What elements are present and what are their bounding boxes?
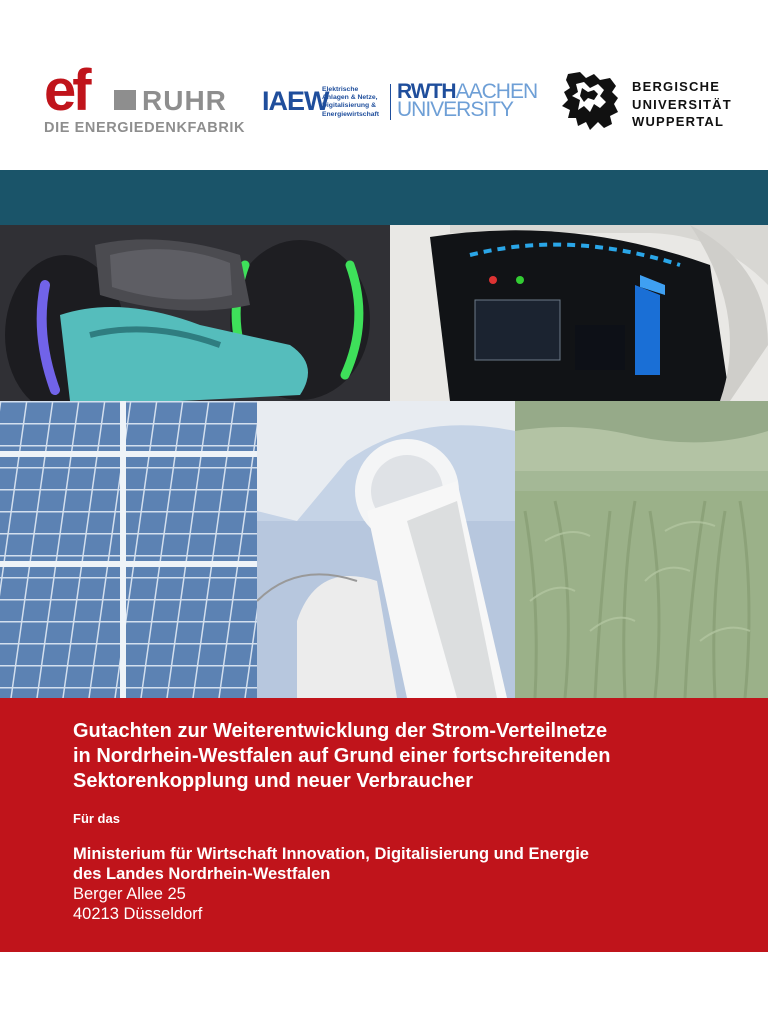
photo-corn-field [515,401,768,698]
ef-mark: ef [44,58,88,123]
iaew-description-line: Energiewirtschaft [322,110,380,118]
iaew-mark: IAEW [262,86,329,116]
aachen-text: AACHEN [455,80,538,103]
ministry-name: Ministerium für Wirtschaft Innovation, Digitalisierung und Energie des Landes Nordrhein-Westfalen [73,845,589,883]
address-street: Berger Allee 25 [73,885,186,903]
iaew-description-line: Elektrische [322,86,359,93]
address-city: 40213 Düsseldorf [73,905,203,923]
buw-name-line: BERGISCHE [632,79,721,94]
ef-ruhr-logo [44,58,246,142]
university-text: UNIVERSITY [397,98,514,121]
buw-logo [560,70,740,140]
photo-ev-charging-plug [0,225,390,401]
buw-name [632,78,732,131]
ef-tagline: DIE ENERGIEDENKFABRIK [44,120,246,136]
photo-solar-panel [0,401,257,698]
title-block [0,698,768,952]
iaew-rwth-logo [262,80,538,124]
logo-divider [390,84,391,120]
ef-ruhr-name: RUHR [142,85,227,116]
iaew-description [322,86,387,119]
iaew-description-line: Anlagen & Netze, [322,94,378,102]
buw-name-line: UNIVERSITÄT [632,96,732,112]
photo-wind-turbine [257,401,515,698]
lion-crest-icon [560,70,622,132]
rwth-text: RWTH [397,80,456,103]
buw-name-line: WUPPERTAL [632,114,725,129]
photo-ev-dashboard [390,225,768,401]
iaew-description-line: Digitalisierung & [322,102,377,110]
ministry-address [73,884,202,924]
ef-square-icon [114,90,136,110]
logo-header [0,0,768,170]
report-title: Gutachten zur Weiterentwicklung der Strom-Verteilnetze in Nordrhein-Westfalen auf Grund einer fortschreitenden Sektorenkopplung und neuer Verbraucher [73,720,611,792]
for-label: Für das [73,811,120,826]
teal-band [0,170,768,225]
